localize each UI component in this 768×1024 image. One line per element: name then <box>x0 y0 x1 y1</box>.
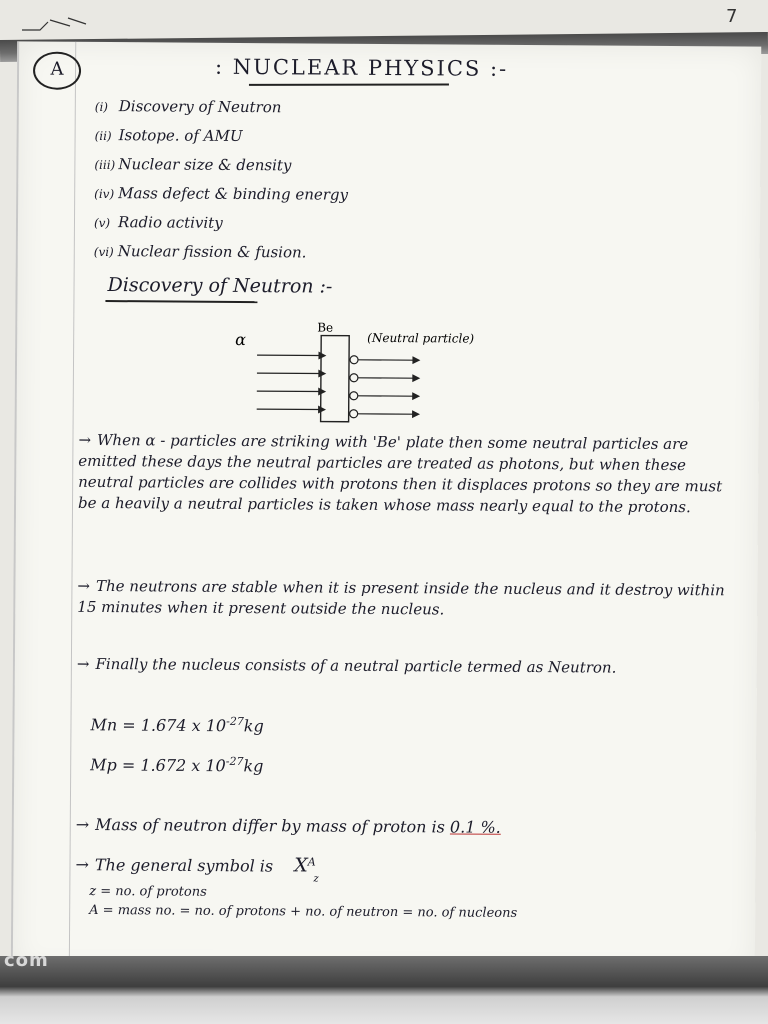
be-label: Be <box>317 320 334 335</box>
neutral-particle-label: (Neutral particle) <box>367 330 475 346</box>
topic-item: (v) Radio activity <box>93 213 223 232</box>
arrow-bullet-icon: → <box>78 430 92 449</box>
general-symbol-line: → The general symbol is $X^A$ <box>75 854 316 877</box>
paragraph-text: The neutrons are stable when it is present inside the nucleus and it destroy within 15 minutes when it present outside the nucleus. <box>77 576 725 619</box>
title-underline <box>249 84 449 86</box>
definition-line: A = mass no. = no. of protons + no. of neutron = no. of nucleons <box>89 902 518 921</box>
neutron-mass-formula: Mn = 1.674 x $10^{-27}kg$ <box>90 714 264 736</box>
topic-list <box>94 92 349 268</box>
beryllium-plate <box>321 336 350 422</box>
proton-mass-formula: Mp = 1.672 x $10^{-27}kg$ <box>90 754 264 776</box>
paragraph <box>77 654 737 680</box>
notebook-page <box>11 41 761 976</box>
paragraph-text: Finally the nucleus consists of a neutral particle termed as Neutron. <box>95 654 617 677</box>
arrow-bullet-icon: → <box>75 855 89 875</box>
arrow-bullet-icon: → <box>76 654 90 673</box>
mass-difference-value: 0.1 %. <box>449 817 501 837</box>
paragraph-text: When α - particles are striking with 'Be' plate then some neutral particles are emitted these days the neutral particles are treated as photons, but when these neutral particles are collides with protons then it displaces protons so they are must be a heavily a neutral particles is taken whose mass nearly equal to the protons. <box>77 430 723 517</box>
page-title: : NUCLEAR PHYSICS :- <box>214 54 509 81</box>
topic-item: (vi) Nuclear fission & fusion. <box>93 242 307 262</box>
section-heading: Discovery of Neutron :- <box>107 274 333 298</box>
paragraph <box>78 430 739 519</box>
topic-item: (i) Discovery of Neutron <box>94 97 282 117</box>
arrow-bullet-icon: → <box>75 814 90 834</box>
neutron-arrows <box>358 357 419 417</box>
topic-item: (ii) Isotope. of AMU <box>94 126 243 145</box>
neutron-circles <box>350 356 358 418</box>
paragraph <box>77 576 737 623</box>
mass-difference-line: → Mass of neutron differ by mass of proton is 0.1 %. <box>75 814 501 837</box>
topic-item: (iv) Mass defect & binding energy <box>94 184 349 204</box>
symbol-x: X <box>294 854 308 877</box>
alpha-label: α <box>235 329 247 350</box>
symbol-superscript: A <box>307 855 316 869</box>
neutron-discovery-diagram <box>217 307 538 429</box>
definition-line: z = no. of protons <box>89 883 207 900</box>
arrow-bullet-icon: → <box>77 576 91 595</box>
section-marker <box>33 52 81 90</box>
watermark: com <box>4 950 49 971</box>
topic-item: (iii) Nuclear size & density <box>94 155 292 175</box>
symbol-subscript: z <box>313 873 319 885</box>
page-number: 7 <box>726 6 738 27</box>
notebook-bottom-edge <box>0 956 768 1024</box>
section-marker-label: A <box>50 58 64 80</box>
section-heading-underline <box>105 300 257 303</box>
symbol-definitions <box>89 882 517 923</box>
alpha-arrows <box>257 352 325 412</box>
corner-scribble <box>20 14 90 36</box>
